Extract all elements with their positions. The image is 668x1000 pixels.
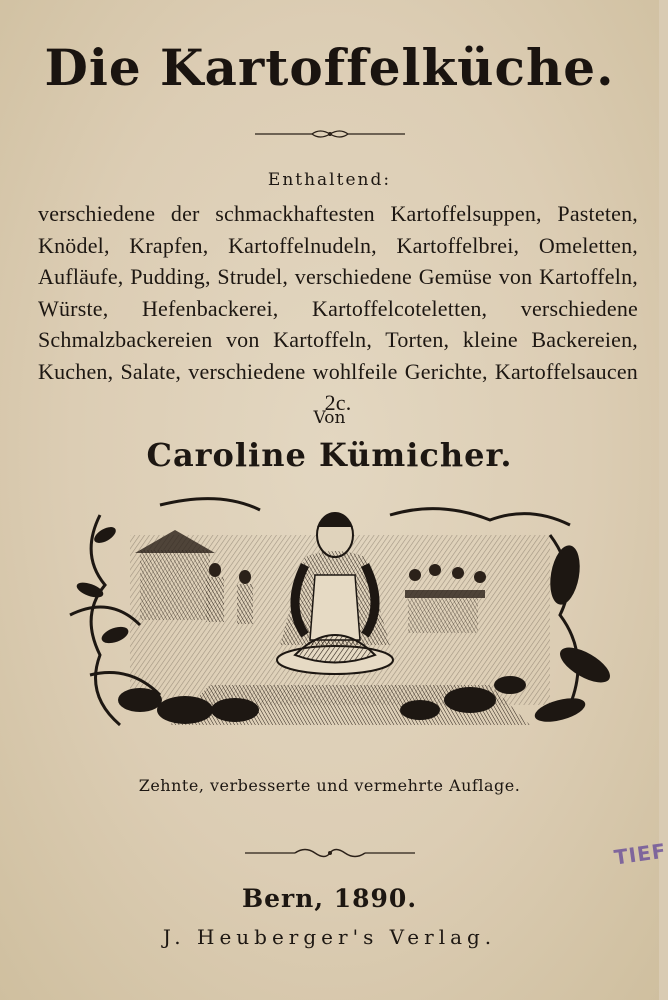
by-label: Von	[313, 408, 346, 428]
contents-description: verschiedene der schmackhaftesten Kartoffelsuppen, Pasteten, Knödel, Krapfen, Kartoffelnudeln, Kartoffelbrei, Omeletten, Aufläufe, Pudding, Strudel, verschiedene Gemüse von Kartoffeln, Würste, Hefenbackerei, Kartoffelcoteletten, verschiedene Schmalzbackereien von Kartoffeln, Torten, kleine Backereien, Kuchen, Salate, verschiedene wohlfeile Gerichte, Kartoffelsaucen 2c.	[38, 201, 638, 415]
contents-label: Enthaltend:	[267, 170, 392, 190]
ornamental-divider-top	[0, 124, 659, 148]
library-stamp: TIEF	[612, 838, 668, 870]
ornamental-divider-bottom	[0, 843, 659, 867]
book-title: Die Kartoffelküche.	[44, 38, 615, 97]
publisher-name: J. Heuberger's Verlag.	[162, 925, 497, 949]
place-and-year: Bern, 1890.	[241, 884, 418, 913]
author-name: Caroline Kümicher.	[146, 436, 513, 474]
edition-line: Zehnte, verbesserte und vermehrte Auflage.	[138, 776, 521, 795]
kitchen-engraving-illustration	[60, 495, 620, 755]
